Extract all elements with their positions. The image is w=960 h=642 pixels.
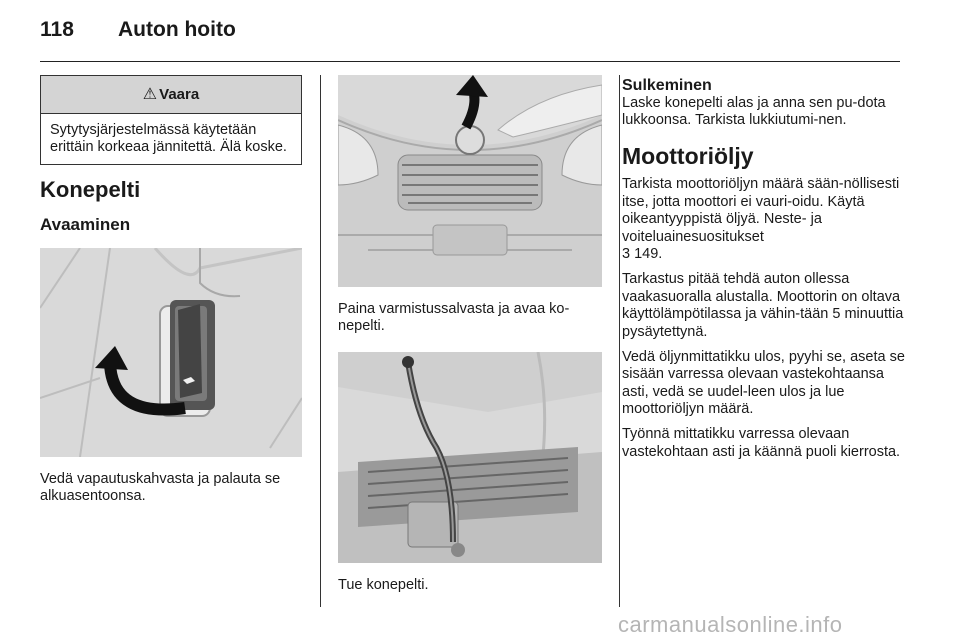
column-right — [622, 75, 907, 461]
chapter-title: Auton hoito — [118, 18, 236, 41]
closing-heading: Sulkeminen — [622, 77, 712, 94]
oil-paragraph-3: Vedä öljynmittatikku ulos, pyyhi se, aseta se sisään varressa olevaan vastekohtaansa asti, vedä se uudel-leen ulos ja lue moottoriöljyn määrä. — [622, 348, 905, 418]
closing-text: Laske konepelti alas ja anna sen pu-dota lukkoonsa. Tarkista lukkiutumi-nen. — [622, 94, 886, 128]
oil-paragraph-2: Tarkastus pitää tehdä auton ollessa vaakasuoralla alustalla. Moottorin on oltava käyttölämpötilassa ja vähin-tään 5 minuuttia pysäytettynä. — [622, 271, 904, 340]
oil-section-title: Moottoriöljy — [622, 143, 754, 170]
section-title: Konepelti — [40, 176, 141, 202]
column-left — [40, 75, 302, 506]
warning-header — [41, 76, 301, 114]
column-divider-2 — [619, 75, 620, 607]
warning-label: Vaara — [159, 86, 200, 103]
warning-text: Sytytysjärjestelmässä käytetään erittäin korkeaa jännitettä. Älä koske. — [50, 122, 287, 156]
column-divider-1 — [320, 75, 321, 607]
page-header — [40, 18, 236, 42]
caption-support-bonnet: Tue konepelti. — [338, 576, 429, 593]
oil-paragraph-1-ref[interactable]: 3 149. — [622, 245, 663, 262]
release-handle-illustration — [40, 248, 302, 457]
oil-paragraph-4: Työnnä mittatikku varressa olevaan vastekohtaan asti ja käännä puoli kierrosta. — [622, 426, 901, 460]
column-middle — [338, 75, 602, 594]
header-rule — [40, 61, 900, 62]
caption-open-bonnet: Paina varmistussalvasta ja avaa ko-nepelti. — [338, 301, 570, 335]
bonnet-stay-illustration — [338, 352, 602, 563]
warning-box — [40, 75, 302, 165]
watermark: carmanualsonline.info — [618, 612, 843, 637]
page-number: 118 — [40, 18, 74, 41]
bonnet-open-illustration — [338, 75, 602, 287]
oil-paragraph-1: Tarkista moottoriöljyn määrä sään-nöllisesti itse, jotta moottori ei vauri-oidu. Käytä oikeantyyppistä öljyä. Neste- ja voiteluainesuositukset — [622, 176, 900, 245]
warning-triangle-icon: ⚠ — [142, 86, 158, 103]
caption-release: Vedä vapautuskahvasta ja palauta se alkuasentoonsa. — [40, 470, 281, 505]
subsection-title: Avaaminen — [40, 214, 131, 234]
